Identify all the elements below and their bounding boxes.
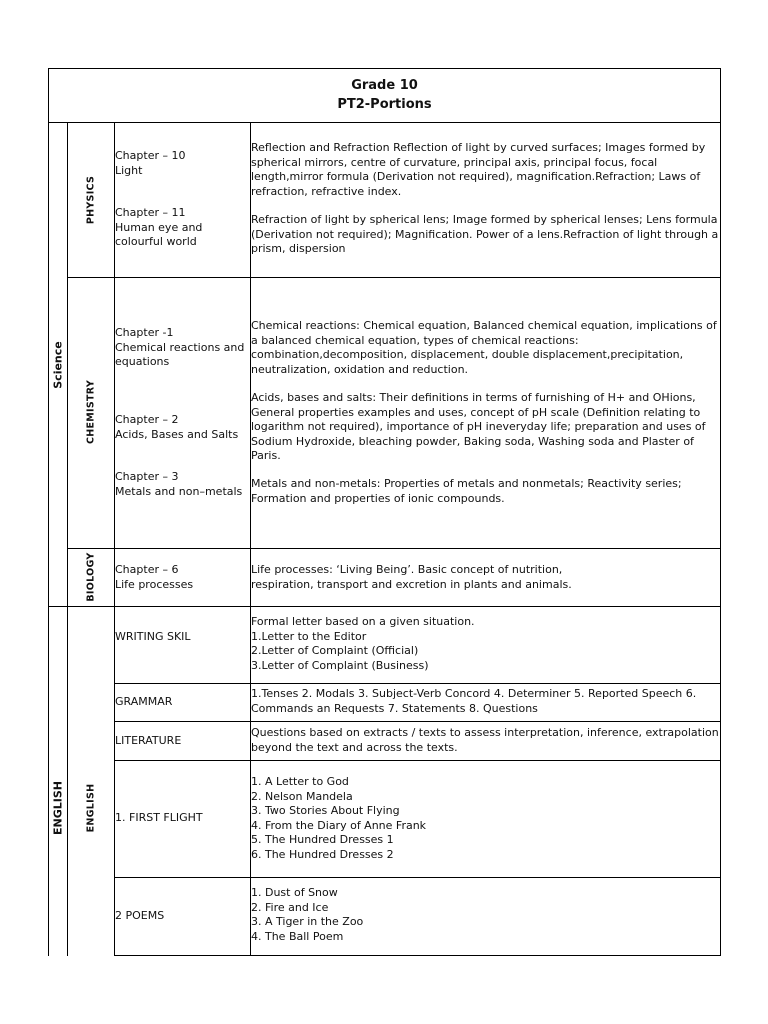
table-border (48, 122, 721, 123)
table-border (48, 68, 721, 69)
english-literature-desc: Questions based on extracts / texts to assess interpretation, inference, extrapolation beyond the text and across the texts. (251, 726, 719, 754)
table-border (114, 955, 721, 956)
table-border (114, 760, 721, 761)
english-literature-label: LITERATURE (115, 734, 182, 747)
subject-label-english: ENGLISH (85, 783, 97, 833)
grade-title: Grade 10 (351, 78, 418, 93)
subject-label-biology: BIOLOGY (85, 552, 97, 602)
physics-desc-human-eye: Refraction of light by spherical lens; Image formed by spherical lenses; Lens formula (Derivation not required); Magnification. Power of a lens.Refraction of light through a prism, dispersion (251, 213, 719, 255)
table-border (114, 683, 721, 684)
english-writing-label: WRITING SKIL (115, 630, 191, 643)
english-poems-desc: 1. Dust of Snow 2. Fire and Ice 3. A Tiger in the Zoo 4. The Ball Poem (251, 886, 364, 943)
biology-chapter-6: Chapter – 6 Life processes (115, 563, 194, 591)
subject-label-physics: PHYSICS (85, 175, 97, 225)
chemistry-chapter-1: Chapter -1 Chemical reactions and equations (115, 326, 245, 368)
chemistry-desc-metals: Metals and non-metals: Properties of metals and nonmetals; Reactivity series; Formation and properties of ionic compounds. (251, 477, 682, 505)
table-border (114, 877, 721, 878)
subject-label-chemistry: CHEMISTRY (85, 379, 97, 445)
table-border (114, 721, 721, 722)
chemistry-chapter-3: Chapter – 3 Metals and non–metals (115, 470, 243, 498)
table-border (67, 122, 68, 956)
table-border (67, 548, 721, 549)
table-border (720, 68, 721, 955)
portion-title: PT2-Portions (337, 97, 432, 112)
english-grammar-desc: 1.Tenses 2. Modals 3. Subject-Verb Concord 4. Determiner 5. Reported Speech 6. Commands an Requests 7. Statements 8. Questions (251, 687, 697, 715)
table-border (67, 277, 721, 278)
english-poems-label: 2 POEMS (115, 909, 165, 922)
physics-chapter-10: Chapter – 10 Light (115, 149, 186, 177)
english-first-flight-desc: 1. A Letter to God 2. Nelson Mandela 3. Two Stories About Flying 4. From the Diary of Anne Frank 5. The Hundred Dresses 1 6. The Hundred Dresses 2 (251, 775, 427, 861)
group-label-science: Science (51, 341, 65, 389)
chemistry-chapter-2: Chapter – 2 Acids, Bases and Salts (115, 413, 239, 441)
english-first-flight-label: 1. FIRST FLIGHT (115, 811, 203, 824)
english-writing-desc: Formal letter based on a given situation. 1.Letter to the Editor 2.Letter of Complaint (Official) 3.Letter of Complaint (Business) (251, 615, 475, 672)
chemistry-desc-reactions: Chemical reactions: Chemical equation, Balanced chemical equation, implications of a balanced chemical equation, types of chemical reactions: combination,decomposition, displacement, double displacement,precipitation, neutralization, oxidation and reduction. (251, 319, 717, 376)
table-border (48, 606, 721, 607)
physics-desc-light: Reflection and Refraction Reflection of light by curved surfaces; Images formed by spherical mirrors, centre of curvature, principal axis, principal focus, focal length,mirror formula (Derivation not required), magnification.Refraction; Laws of refraction, refractive index. (251, 141, 706, 198)
table-border (48, 68, 49, 956)
biology-desc: Life processes: ‘Living Being’. Basic concept of nutrition, respiration, transport and excretion in plants and animals. (251, 563, 572, 591)
physics-chapter-11: Chapter – 11 Human eye and colourful world (115, 206, 203, 248)
chemistry-desc-acids: Acids, bases and salts: Their definitions in terms of furnishing of H+ and OHions, General properties examples and uses, concept of pH scale (Definition relating to logarithm not required), importance of pH ineveryday life; preparation and uses of Sodium Hydroxide, bleaching powder, Baking soda, Washing soda and Plaster of Paris. (251, 391, 706, 462)
english-grammar-label: GRAMMAR (115, 695, 173, 708)
group-label-english: ENGLISH (51, 781, 65, 835)
